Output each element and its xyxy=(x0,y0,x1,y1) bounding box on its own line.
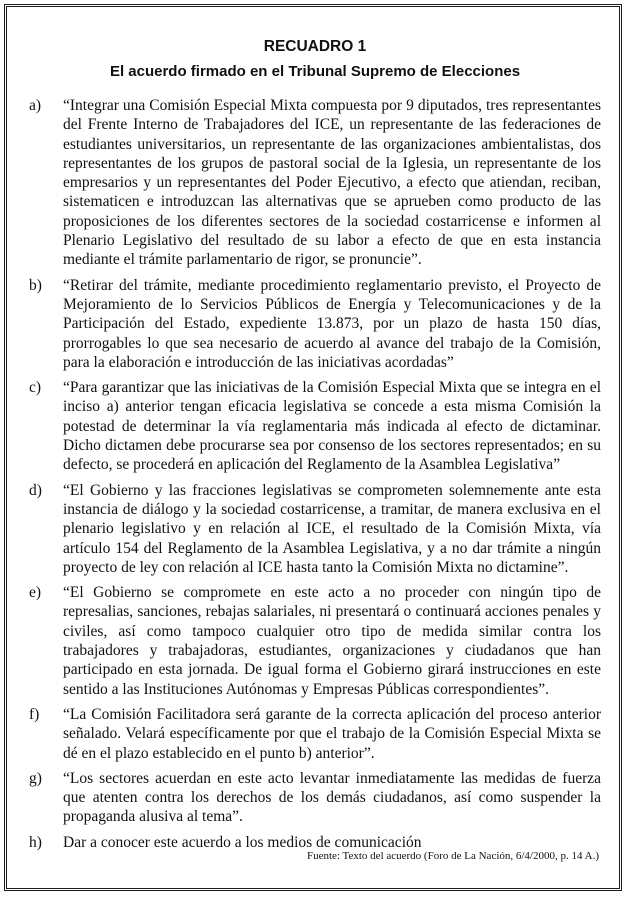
item-text: “Los sectores acuerdan en este acto levantar inmediatamente las medidas de fuerza que atenten contra los derechos de los demás ciudadanos, así como suspender la propaganda alusiva al tema”. xyxy=(63,769,601,826)
item-text: Dar a conocer este acuerdo a los medios de comunicación xyxy=(63,833,422,851)
agreement-item-d xyxy=(29,481,601,577)
box-subtitle: El acuerdo firmado en el Tribunal Supremo de Elecciones xyxy=(109,63,521,80)
item-marker: a) xyxy=(29,97,42,114)
recuadro-frame xyxy=(4,4,622,891)
item-marker: f) xyxy=(29,705,40,723)
agreement-item-g xyxy=(29,769,601,827)
agreement-item-f xyxy=(29,705,601,763)
agreement-item-e xyxy=(29,583,601,699)
source-citation: Fuente: Texto del acuerdo (Foro de La Nación, 6/4/2000, p. 14 A.) xyxy=(307,850,599,862)
item-text: “Retirar del trámite, mediante procedimiento reglamentario previsto, el Proyecto de Mejoramiento de lo Servicios Públicos de Energía y Telecomunicaciones y de la Participación del Estado, expediente 13.873, por un plazo de hasta 150 días, prorrogables lo que sea necesario de acuerdo al avance del trabajo de la Comisión, para la elaboración e introducción de las iniciativas acordadas” xyxy=(63,276,601,371)
agreement-item-b xyxy=(29,276,601,372)
item-text: “Para garantizar que las iniciativas de la Comisión Especial Mixta que se integra en el inciso a) anterior tengan eficacia legislativa se concede a esta misma Comisión la potestad de determinar la vía reglamentaria más indicada al efecto de dictaminar. Dicho dictamen debe procurarse sea por consenso de los sectores representados; en su defecto, se procederá en aplicación del Reglamento de la Asamblea Legislativa” xyxy=(63,379,601,474)
item-marker: b) xyxy=(29,276,42,294)
item-marker: d) xyxy=(29,481,42,499)
agreement-list xyxy=(29,96,601,852)
box-title: RECUADRO 1 xyxy=(263,38,367,55)
item-text: “La Comisión Facilitadora será garante de la correcta aplicación del proceso anterior señalado. Velará específicamente por que el trabajo de la Comisión Especial Mixta se dé en el plazo establecido en el punto b) anterior”. xyxy=(63,705,601,762)
agreement-item-a xyxy=(29,96,601,270)
item-marker: c) xyxy=(29,379,42,397)
item-marker: g) xyxy=(29,769,42,787)
recuadro-content xyxy=(7,7,619,888)
item-text: “Integrar una Comisión Especial Mixta compuesta por 9 diputados, tres representantes del Frente Interno de Trabajadores del ICE, un representante de las federaciones de estudiantes universitarios, un representante de las organizaciones ambientalistas, dos representantes de los grupos de pastoral social de la Iglesia, un representante de los empresarios y un representantes del Poder Ejecutivo, a efecto que atiendan, reciban, sistematicen e introduzcan las alternativas que se aprueben como producto de las proposiciones de los diferentes sectores de la sociedad costarricense e informen al Plenario Legislativo del resultado de su labor a efecto de que en esta instancia mediante el trámite parlamentario de rigor, se pronuncie”. xyxy=(63,97,601,269)
item-marker: h) xyxy=(29,833,42,851)
item-marker: e) xyxy=(29,584,42,602)
item-text: “El Gobierno y las fracciones legislativas se comprometen solemnemente ante esta instancia de diálogo y la sociedad costarricense, a tramitar, de manera exclusiva en el plenario legislativo y en relación al ICE, el resultado de la Comisión Mixta, vía artículo 154 del Reglamento de la Asamblea Legislativa, y a no dar trámite a ningún proyecto de ley con relación al ICE hasta tanto la Comisión Mixta no dictamine”. xyxy=(63,481,601,576)
agreement-item-c xyxy=(29,378,601,474)
item-text: “El Gobierno se compromete en este acto a no proceder con ningún tipo de represalias, sanciones, rebajas salariales, ni presentará o continuará acciones penales y civiles, así como tampoco cualquier otro tipo de medida similar contra los trabajadores y trabajadoras, estudiantes, organizaciones y ciudadanos que han participado en esta jornada. De igual forma el Gobierno girará instrucciones en este sentido a las Instituciones Autónomas y Empresas Públicas correspondientes”. xyxy=(63,584,601,698)
